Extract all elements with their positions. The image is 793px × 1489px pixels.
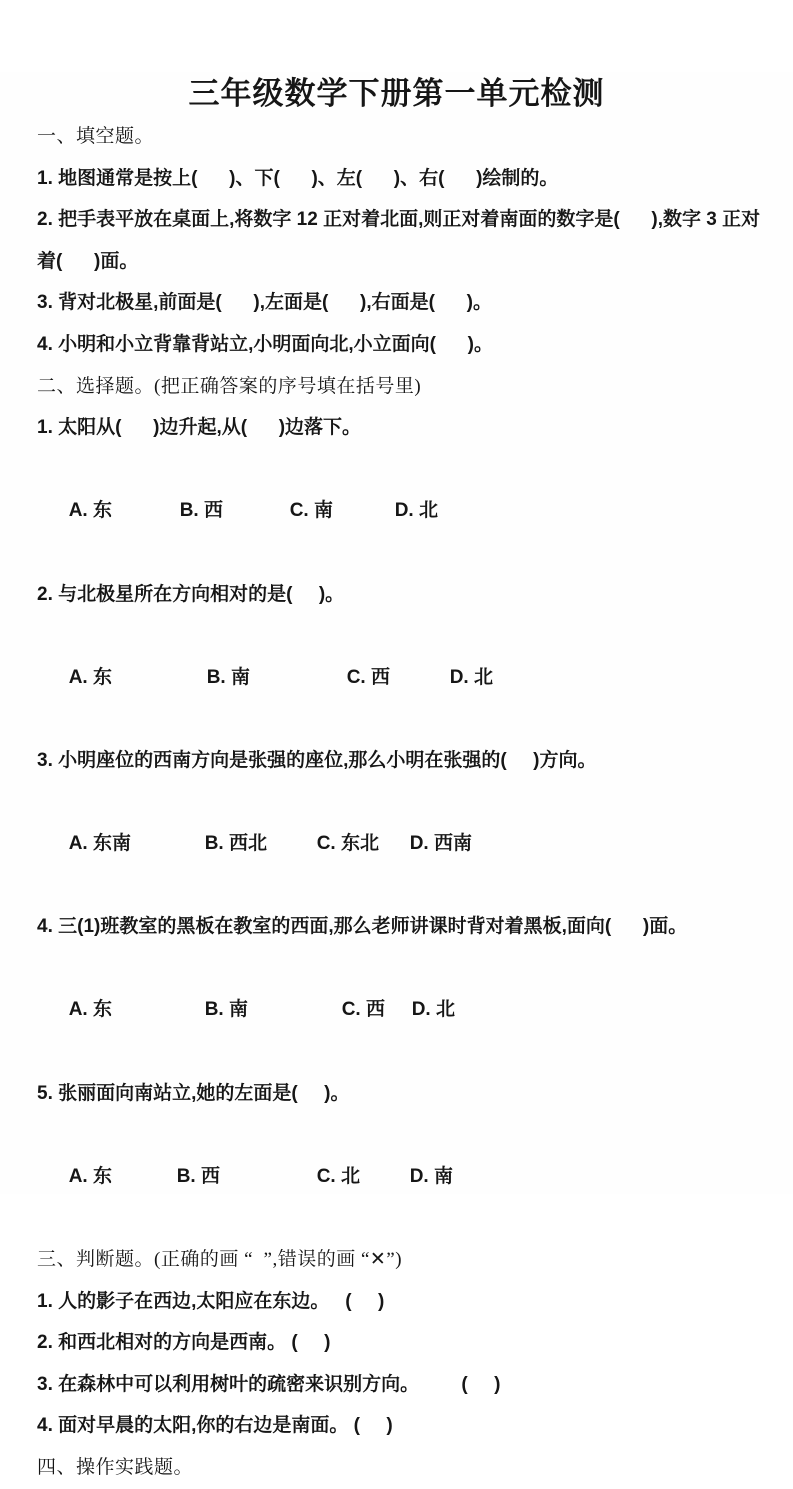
choice-3-option-a: A. 东南 [68,833,131,855]
fill-blank-question-2: 2. 把手表平放在桌面上,将数字 12 正对着北面,则正对着南面的数字是( ),数字 3 正对着( )面。 [37,209,761,272]
choice-5-option-b: B. 西 [176,1165,220,1187]
section-1-heading: 一、填空题。 [37,126,155,147]
judge-question-4: 4. 面对早晨的太阳,你的右边是南面。 ( ) [37,1415,393,1437]
choice-5-option-a: A. 东 [68,1165,112,1187]
judge-question-2: 2. 和西北相对的方向是西南。 ( ) [37,1332,331,1354]
choice-2-option-b: B. 南 [206,666,250,688]
choice-2-option-a: A. 东 [68,666,112,688]
fill-blank-question-4: 4. 小明和小立背靠背站立,小明面向北,小立面向( )。 [37,333,494,355]
choice-question-5-options [37,1114,769,1239]
fill-blank-question-3: 3. 背对北极星,前面是( ),左面是( ),右面是( )。 [37,292,492,314]
choice-3-option-d: D. 西南 [409,833,472,855]
choice-4-option-b: B. 南 [204,999,248,1021]
choice-5-option-d: D. 南 [409,1165,453,1187]
judge-question-1: 1. 人的影子在西边,太阳应在东边。 ( ) [37,1290,385,1312]
choice-1-option-a: A. 东 [68,500,112,522]
choice-3-option-c: C. 东北 [316,833,379,855]
choice-question-1: 1. 太阳从( )边升起,从( )边落下。 [37,417,362,439]
choice-4-option-d: D. 北 [411,999,455,1021]
worksheet-page [0,72,793,1478]
choice-question-2-options [37,615,769,740]
choice-2-option-d: D. 北 [449,666,493,688]
choice-question-3: 3. 小明座位的西南方向是张强的座位,那么小明在张强的( )方向。 [37,749,597,771]
choice-3-option-b: B. 西北 [204,833,267,855]
choice-5-option-c: C. 北 [316,1165,360,1187]
choice-question-4: 4. 三(1)班教室的黑板在教室的西面,那么老师讲课时背对着黑板,面向( )面。 [37,916,688,938]
choice-2-option-c: C. 西 [346,666,390,688]
choice-question-5: 5. 张丽面向南站立,她的左面是( )。 [37,1082,350,1104]
section-2-heading: 二、选择题。(把正确答案的序号填在括号里) [37,375,422,397]
choice-question-2: 2. 与北极星所在方向相对的是( )。 [37,583,345,605]
choice-1-option-b: B. 西 [179,500,223,522]
section-3-heading: 三、判断题。(正确的画 “ ”,错误的画 “✕”) [37,1249,403,1271]
page-title: 三年级数学下册第一单元检测 [188,76,605,111]
section-4-heading: 四、操作实践题。 [37,1457,194,1478]
worksheet-content [0,116,793,1489]
choice-question-4-options [37,948,769,1073]
choice-1-option-d: D. 北 [394,500,438,522]
choice-question-3-options [37,782,769,907]
choice-4-option-c: C. 西 [341,999,385,1021]
choice-1-option-c: C. 南 [289,500,333,522]
judge-question-3: 3. 在森林中可以利用树叶的疏密来识别方向。 ( ) [37,1373,501,1395]
fill-blank-question-1: 1. 地图通常是按上( )、下( )、左( )、右( )绘制的。 [37,167,559,189]
choice-question-1-options [37,449,769,574]
choice-4-option-a: A. 东 [68,999,112,1021]
